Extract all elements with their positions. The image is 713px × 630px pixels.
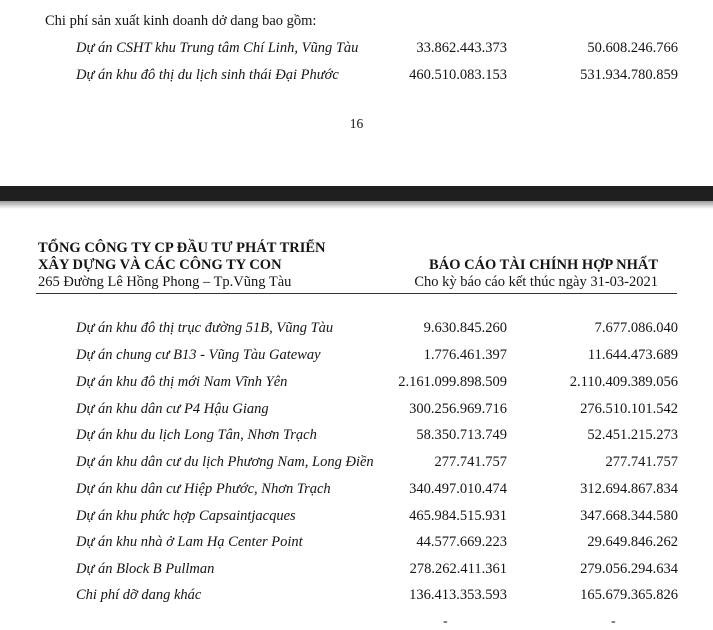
row-value-current: 2.161.099.898.509 bbox=[398, 374, 507, 390]
table-row bbox=[0, 401, 713, 421]
table-row bbox=[0, 347, 713, 367]
row-label: Dự án khu đô thị trục đường 51B, Vũng Tàu bbox=[76, 320, 334, 336]
company-name-line-1: TỔNG CÔNG TY CP ĐẦU TƯ PHÁT TRIỂN bbox=[38, 240, 326, 256]
row-value-prior: 165.679.365.826 bbox=[580, 587, 678, 603]
row-value-prior: 347.668.344.580 bbox=[580, 508, 678, 524]
table-row bbox=[0, 374, 713, 394]
row-value-prior: 531.934.780.859 bbox=[580, 67, 678, 83]
company-name bbox=[38, 240, 326, 274]
row-value-prior: 52.451.215.273 bbox=[587, 427, 678, 443]
row-value-current: 44.577.669.223 bbox=[416, 534, 507, 550]
table-row bbox=[0, 427, 713, 447]
row-value-current: 300.256.969.716 bbox=[409, 401, 507, 417]
trailing-dash-prior: - bbox=[611, 614, 616, 629]
row-label: Dự án khu dân cư Hiệp Phước, Nhơn Trạch bbox=[76, 481, 331, 497]
row-value-current: 278.262.411.361 bbox=[409, 561, 507, 577]
wip-intro-text: Chi phí sản xuất kinh doanh dở dang bao gồm: bbox=[45, 13, 317, 29]
row-value-current: 340.497.010.474 bbox=[409, 481, 507, 497]
row-label: Dự án khu phức hợp Capsaintjacques bbox=[76, 508, 296, 524]
row-value-prior: 312.694.867.834 bbox=[580, 481, 678, 497]
row-value-prior: 50.608.246.766 bbox=[587, 40, 678, 56]
row-value-current: 465.984.515.931 bbox=[409, 508, 507, 524]
row-value-prior: 7.677.086.040 bbox=[594, 320, 678, 336]
row-value-current: 136.413.353.593 bbox=[409, 587, 507, 603]
table-row bbox=[0, 534, 713, 554]
table-row bbox=[0, 587, 713, 607]
row-value-current: 58.350.713.749 bbox=[416, 427, 507, 443]
row-value-current: 33.862.443.373 bbox=[416, 40, 507, 56]
table-row bbox=[0, 561, 713, 581]
report-period: Cho kỳ báo cáo kết thúc ngày 31-03-2021 bbox=[414, 274, 658, 290]
row-label: Dự án khu đô thị du lịch sinh thái Đại Phước bbox=[76, 67, 339, 83]
row-label: Dự án khu dân cư du lịch Phương Nam, Long Điền bbox=[76, 454, 374, 470]
report-title: BÁO CÁO TÀI CHÍNH HỢP NHẤT bbox=[429, 257, 658, 273]
table-row bbox=[0, 508, 713, 528]
row-value-current: 277.741.757 bbox=[434, 454, 507, 470]
row-value-prior: 279.056.294.634 bbox=[580, 561, 678, 577]
table-row bbox=[0, 320, 713, 340]
row-value-prior: 11.644.473.689 bbox=[587, 347, 678, 363]
row-value-prior: 277.741.757 bbox=[605, 454, 678, 470]
table-row bbox=[0, 40, 713, 60]
company-name-line-2: XÂY DỰNG VÀ CÁC CÔNG TY CON bbox=[38, 257, 282, 273]
table-row bbox=[0, 67, 713, 87]
trailing-dash-current: - bbox=[443, 614, 448, 629]
row-label: Dự án chung cư B13 - Vũng Tàu Gateway bbox=[76, 347, 321, 363]
table-row bbox=[0, 454, 713, 474]
table-row bbox=[0, 481, 713, 501]
page-separator bbox=[0, 186, 713, 201]
row-value-prior: 2.110.409.389.056 bbox=[569, 374, 678, 390]
row-value-current: 9.630.845.260 bbox=[423, 320, 507, 336]
row-value-prior: 29.649.846.262 bbox=[587, 534, 678, 550]
row-label: Chi phí dỡ dang khác bbox=[76, 587, 202, 603]
row-value-current: 1.776.461.397 bbox=[423, 347, 507, 363]
row-label: Dự án khu dân cư P4 Hậu Giang bbox=[76, 401, 269, 417]
row-label: Dự án khu du lịch Long Tân, Nhơn Trạch bbox=[76, 427, 317, 443]
header-divider bbox=[36, 293, 677, 294]
page-number: 16 bbox=[349, 116, 364, 131]
company-address: 265 Đường Lê Hồng Phong – Tp.Vũng Tàu bbox=[38, 274, 292, 290]
row-value-current: 460.510.083.153 bbox=[409, 67, 507, 83]
row-label: Dự án khu đô thị mới Nam Vĩnh Yên bbox=[76, 374, 288, 390]
row-label: Dự án Block B Pullman bbox=[76, 561, 215, 577]
row-label: Dự án khu nhà ở Lam Hạ Center Point bbox=[76, 534, 303, 550]
row-label: Dự án CSHT khu Trung tâm Chí Linh, Vũng Tàu bbox=[76, 40, 359, 56]
page-separator-shadow bbox=[0, 201, 713, 209]
document-page-16 bbox=[0, 0, 713, 186]
row-value-prior: 276.510.101.542 bbox=[580, 401, 678, 417]
